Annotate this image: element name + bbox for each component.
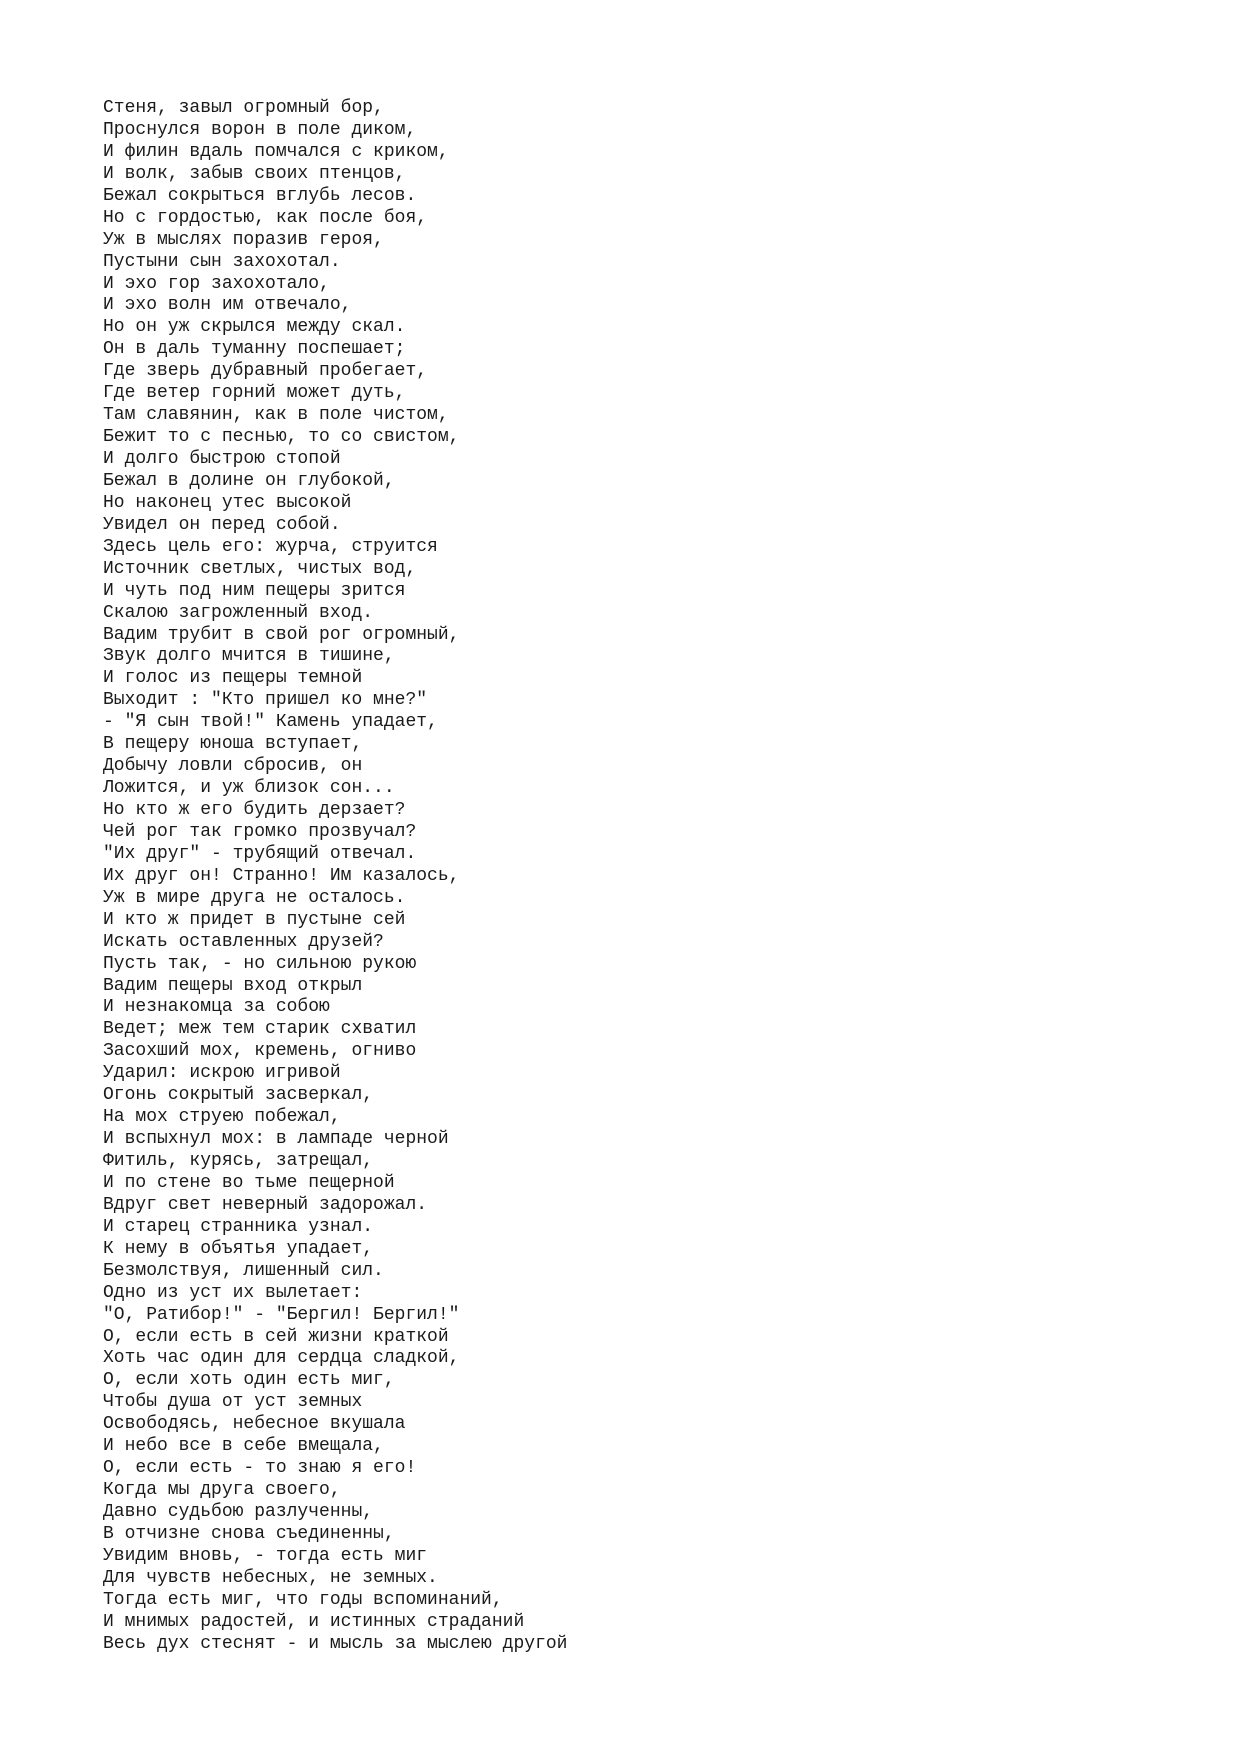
poem-line: Одно из уст их вылетает: [103, 1282, 363, 1303]
poem-line: И эхо волн им отвечало, [103, 295, 352, 316]
poem-line: Пустыни сын захохотал. [103, 251, 341, 272]
poem-line: Их друг он! Странно! Им казалось, [103, 865, 460, 886]
poem-line: Освободясь, небесное вкушала [103, 1414, 406, 1435]
poem-line: "Их друг" - трубящий отвечал. [103, 843, 417, 864]
poem-line: Уж в мире друга не осталось. [103, 887, 406, 908]
poem-line: Увидим вновь, - тогда есть миг [103, 1545, 428, 1566]
poem-line: Где ветер горний может дуть, [103, 383, 406, 404]
poem-line: В пещеру юноша вступает, [103, 734, 363, 755]
poem-line: Для чувств небесных, не земных. [103, 1567, 438, 1588]
poem-line: Ведет; меж тем старик схватил [103, 1019, 417, 1040]
poem-line: Ложится, и уж близок сон... [103, 778, 395, 799]
poem-line: О, если есть - то знаю я его! [103, 1458, 417, 1479]
poem-line: И волк, забыв своих птенцов, [103, 163, 406, 184]
poem-line: Фитиль, курясь, затрещал, [103, 1151, 374, 1171]
poem-line: И чуть под ним пещеры зрится [103, 580, 406, 601]
poem-line: Но он уж скрылся между скал. [103, 317, 406, 338]
poem-line: И незнакомца за собою [103, 997, 330, 1018]
poem-line: Уж в мыслях поразив героя, [103, 229, 384, 250]
poem-line: О, если хоть один есть миг, [103, 1370, 395, 1391]
poem-line: Хоть час один для сердца сладкой, [103, 1348, 460, 1369]
poem-line: Вадим пещеры вход открыл [103, 975, 363, 996]
poem-line: Стеня, завыл огромный бор, [103, 98, 384, 118]
poem-line: Бежит то с песнью, то со свистом, [103, 427, 460, 448]
poem-line: И кто ж придет в пустыне сей [103, 909, 406, 930]
poem-text [103, 98, 567, 1656]
poem-line: И мнимых радостей, и истинных страданий [103, 1611, 525, 1632]
poem-line: Выходит : "Кто пришел ко мне?" [103, 690, 428, 711]
poem-line: Чей рог так громко прозвучал? [103, 821, 417, 842]
poem-line: Увидел он перед собой. [103, 514, 341, 535]
poem-line: Вдруг свет неверный задорожал. [103, 1194, 428, 1215]
poem-line: Бежал в долине он глубокой, [103, 470, 395, 491]
poem-line: Чтобы душа от уст земных [103, 1392, 363, 1413]
poem-line: И филин вдаль помчался с криком, [103, 141, 449, 162]
poem-line: Тогда есть миг, что годы вспоминаний, [103, 1589, 503, 1610]
poem-line: Когда мы друга своего, [103, 1480, 341, 1501]
poem-line: И эхо гор захохотало, [103, 273, 330, 294]
poem-line: Давно судьбою разлученны, [103, 1502, 374, 1522]
poem-line: - "Я сын твой!" Камень упадает, [103, 712, 438, 733]
poem-line: Но с гордостью, как после боя, [103, 207, 428, 228]
poem-line: К нему в объятья упадает, [103, 1238, 374, 1259]
poem-line: В отчизне снова съединенны, [103, 1523, 395, 1544]
poem-line: Искать оставленных друзей? [103, 931, 384, 952]
poem-line: Но кто ж его будить дерзает? [103, 800, 406, 820]
poem-line: Огонь сокрытый засверкал, [103, 1085, 374, 1106]
poem-line: Безмолствуя, лишенный сил. [103, 1260, 384, 1281]
poem-line: Где зверь дубравный пробегает, [103, 361, 428, 382]
poem-line: И вспыхнул мох: в лампаде черной [103, 1129, 449, 1150]
poem-line: Добычу ловли сбросив, он [103, 756, 363, 777]
poem-line: Но наконец утес высокой [103, 492, 352, 513]
poem-line: Весь дух стеснят - и мысль за мыслею другой [103, 1633, 568, 1654]
poem-line: И голос из пещеры темной [103, 668, 363, 689]
poem-line: И небо все в себе вмещала, [103, 1436, 384, 1457]
poem-line: Звук долго мчится в тишине, [103, 646, 395, 667]
poem-line: Пусть так, - но сильною рукою [103, 953, 417, 974]
poem-line: И по стене во тьме пещерной [103, 1172, 395, 1193]
poem-line: Там славянин, как в поле чистом, [103, 405, 449, 426]
poem-line: Здесь цель его: журча, струится [103, 536, 438, 557]
poem-line: Вадим трубит в свой рог огромный, [103, 624, 460, 645]
poem-line: И долго быстрою стопой [103, 449, 341, 469]
poem-line: О, если есть в сей жизни краткой [103, 1326, 449, 1347]
poem-line: "О, Ратибор!" - "Бергил! Бергил!" [103, 1304, 460, 1325]
poem-line: И старец странника узнал. [103, 1216, 374, 1237]
poem-line: Проснулся ворон в поле диком, [103, 119, 417, 140]
poem-line: На мох струею побежал, [103, 1107, 341, 1128]
poem-line: Бежал сокрыться вглубь лесов. [103, 185, 417, 206]
poem-line: Ударил: искрою игривой [103, 1063, 341, 1084]
poem-line: Засохший мох, кремень, огниво [103, 1041, 417, 1062]
poem-line: Скалою загрожленный вход. [103, 602, 374, 623]
poem-line: Источник светлых, чистых вод, [103, 558, 417, 579]
poem-line: Он в даль туманну поспешает; [103, 339, 406, 360]
